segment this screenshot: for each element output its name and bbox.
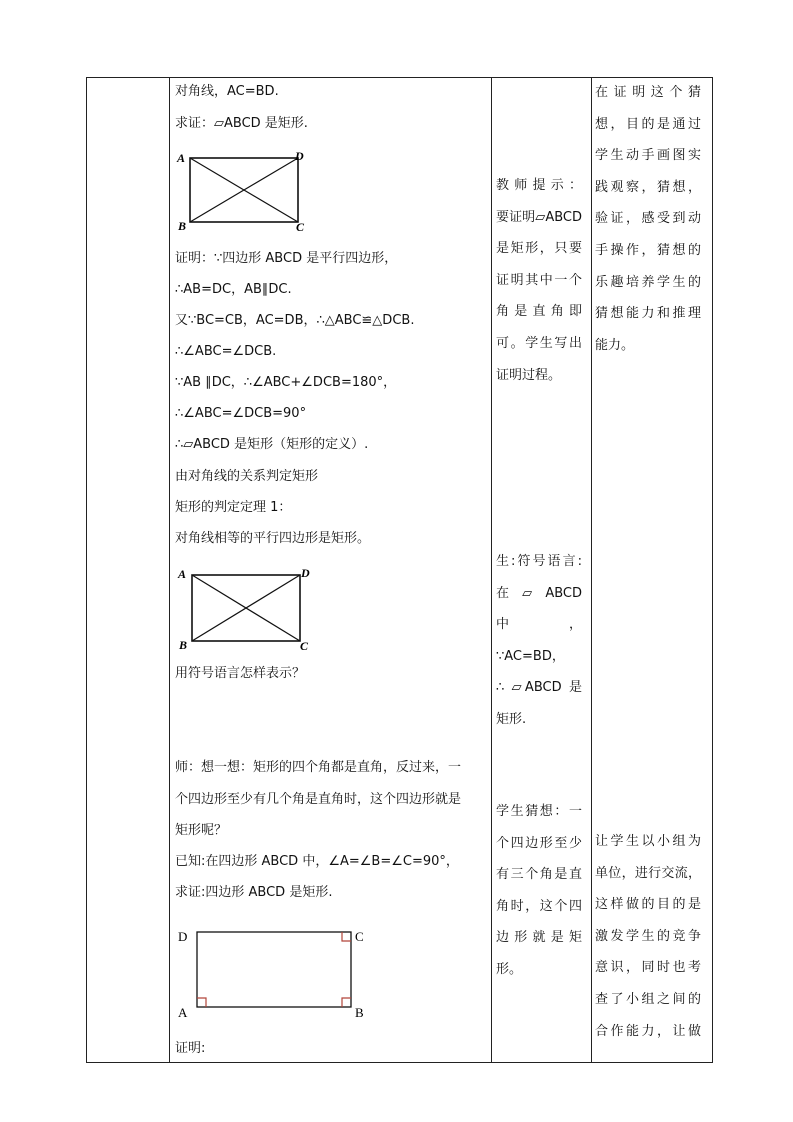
guess-line: 边形就是矩 [496, 930, 582, 946]
intent-line: 能力。 [595, 337, 635, 353]
teacher-hint-block [496, 170, 582, 391]
student-guess-block [496, 796, 582, 986]
stage-column [87, 78, 170, 1063]
group-line: 这样做的目的是 [595, 897, 701, 913]
vertex-label-a: A [177, 151, 186, 165]
vertex-label-d: D [178, 929, 188, 944]
symbol-language-block [496, 546, 582, 736]
intent-line: 验证，感受到动 [595, 211, 701, 227]
vertex-label-a: A [178, 567, 187, 581]
proof-line: ∵AB ∥DC，∴∠ABC+∠DCB=180°， [175, 375, 397, 390]
vertex-label-d: D [301, 566, 310, 580]
group-line: 意识，同时也考 [595, 960, 701, 976]
vertex-label-b: B [355, 1005, 364, 1020]
hint-line: 证明其中一个 [496, 272, 582, 288]
question-text: 用符号语言怎样表示？ [175, 666, 306, 681]
teacher-line: 个四边形至少有几个角是直角时，这个四边形就是 [175, 792, 462, 807]
intent-line: 践观察，猜想， [595, 179, 701, 195]
vertex-label-b: B [179, 638, 188, 652]
vertex-label-c: C [296, 220, 305, 232]
right-angle-mark-c [342, 932, 351, 941]
group-line: 激发学生的竞争 [595, 928, 701, 944]
given-condition: 已知:在四边形 ABCD 中，∠A=∠B=∠C=90°， [175, 854, 459, 869]
hint-line: 证明过程。 [496, 367, 562, 383]
vertex-label-a: A [178, 1005, 188, 1020]
guess-line: 角时，这个四 [496, 898, 582, 914]
symbol-line: 在▱ABCD 中， [496, 585, 582, 633]
proof-line: ∴AB=DC，AB∥DC. [175, 282, 292, 297]
group-work-block [595, 826, 701, 1047]
proof-line: 证明：∵四边形 ABCD 是平行四边形， [175, 251, 398, 266]
guess-line: 有三个角是直 [496, 867, 582, 883]
vertex-label-c: C [355, 929, 364, 944]
given-text: 对角线，AC=BD. [175, 84, 279, 99]
proof-line: ∴∠ABC=∠DCB. [175, 344, 277, 359]
symbol-line: ∵AC=BD， [496, 648, 565, 664]
proof-start: 证明: [175, 1041, 206, 1056]
proof-line: 又∵BC=CB，AC=DB，∴△ABC≌△DCB. [175, 313, 415, 328]
intent-line: 在证明这个猜 [595, 85, 701, 100]
proof-line: ∴∠ABC=∠DCB=90° [175, 406, 307, 421]
section-heading: 由对角线的关系判定矩形 [175, 469, 319, 484]
vertex-label-d: D [295, 149, 304, 163]
guess-line: 个四边形至少 [496, 835, 582, 851]
rectangle-diagram-3 [175, 925, 375, 1025]
symbol-line: 矩形. [496, 711, 527, 727]
vertex-label-c: C [300, 639, 309, 652]
theorem-statement: 对角线相等的平行四边形是矩形。 [175, 531, 371, 546]
right-angle-mark-b [342, 998, 351, 1007]
vertex-label-b: B [178, 219, 187, 232]
hint-line: 要证明▱ABCD [496, 209, 582, 225]
group-line: 合作能力，让做 [595, 1023, 701, 1039]
hint-line: 角是直角即 [496, 304, 582, 320]
group-line: 查了小组之间的 [595, 991, 701, 1007]
intent-line: 手操作，猜想的 [595, 242, 701, 258]
prove-statement: 求证:四边形 ABCD 是矩形. [175, 885, 333, 900]
guess-line: 形。 [496, 961, 523, 977]
group-line: 单位，进行交流， [595, 865, 701, 881]
hint-line: 教师提示： [496, 178, 582, 193]
intent-line: 乐趣培养学生的 [595, 274, 701, 290]
rectangle-diagram-2 [175, 564, 320, 652]
teacher-line: 矩形呢？ [175, 823, 228, 838]
group-line: 让学生以小组为 [595, 834, 701, 849]
intent-line: 想，目的是通过 [595, 116, 701, 132]
proof-line: ∴▱ABCD 是矩形（矩形的定义）. [175, 437, 369, 452]
hint-line: 可。学生写出 [496, 335, 582, 351]
hint-line: 是矩形，只要 [496, 241, 582, 257]
theorem-title: 矩形的判定定理 1： [175, 500, 292, 515]
intent-line: 猜想能力和推理 [595, 306, 701, 322]
symbol-line: ∴ ▱ABCD 是 [496, 680, 582, 696]
symbol-line: 生:符号语言: [496, 554, 582, 569]
prove-text: 求证：▱ABCD 是矩形. [175, 116, 308, 131]
right-angle-mark-a [197, 998, 206, 1007]
intent-line: 学生动手画图实 [595, 148, 701, 164]
rectangle-diagram-1 [175, 148, 315, 232]
design-intent-block [595, 77, 701, 361]
teacher-line: 师：想一想：矩形的四个角都是直角，反过来，一 [175, 760, 462, 775]
guess-line: 学生猜想：一 [496, 804, 582, 819]
